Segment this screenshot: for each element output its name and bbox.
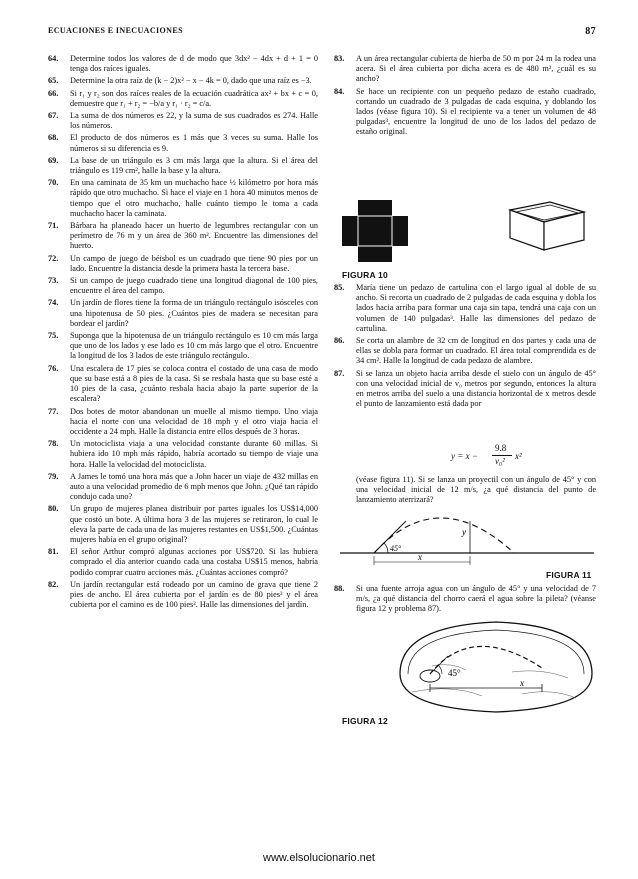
problem-item bbox=[48, 276, 318, 296]
problem-item bbox=[48, 89, 318, 109]
problem-text: Un jardín rectangular está rodeado por un camino de grava que tiene 2 pies de ancho. El área cubierta por el jardín es de 80 pies² y el área cubierta por el camino es de 100 pies². Halle las dimensiones del jardín. bbox=[70, 579, 318, 610]
problem-number: 80. bbox=[48, 504, 59, 514]
problem-number: 86. bbox=[334, 336, 345, 346]
problem-number: 82. bbox=[48, 579, 59, 589]
footer-url: www.elsolucionario.net bbox=[263, 852, 375, 864]
figure-11-y-label: y bbox=[462, 527, 466, 537]
page-number: 87 bbox=[585, 26, 596, 37]
problem-number: 70. bbox=[48, 178, 59, 188]
problem-item bbox=[48, 76, 318, 86]
problem-item bbox=[48, 547, 318, 578]
problem-number: 73. bbox=[48, 276, 59, 286]
problem-item bbox=[48, 331, 318, 362]
problem-item bbox=[48, 439, 318, 470]
problem-item bbox=[334, 87, 596, 138]
chapter-title: ECUACIONES E INECUACIONES bbox=[48, 26, 183, 35]
figure-11-x-label: x bbox=[418, 552, 422, 562]
problem-item bbox=[334, 475, 596, 506]
problem-item bbox=[48, 472, 318, 503]
formula-denominator: v₀² bbox=[495, 456, 505, 466]
problem-item bbox=[334, 584, 596, 615]
problem-text: A un área rectangular cubierta de hierba de 50 m por 24 m la rodea una acera. Si el área cubierta por dicha acera es de 480 m², ¿cuál es su ancho? bbox=[356, 54, 596, 84]
figure-12-x-label: x bbox=[520, 678, 524, 688]
problem-item bbox=[48, 156, 318, 176]
problem-text: A James le tomó una hora más que a John hacer un viaje de 432 millas en auto a una velocidad promedio de 6 mph menos que John. ¿Qué tan rápido condujo cada uno? bbox=[70, 471, 318, 502]
right-column-projectile-text bbox=[334, 475, 596, 508]
problem-text: Si un campo de juego cuadrado tiene una longitud diagonal de 100 pies, encuentre el área del campo. bbox=[70, 276, 318, 296]
problem-number: 78. bbox=[48, 439, 59, 449]
problem-number: 75. bbox=[48, 331, 59, 341]
problem-text: Se hace un recipiente con un pequeño pedazo de estaño cuadrado, cortando un cuadrado de 3 pulgadas de cada esquina, y doblando los lados (véase figura 10). Si el recipiente va a tener un volumen de 48 pulgadas³, encuentre la longitud de uno de los lados del pedazo de estaño original. bbox=[356, 86, 596, 137]
page-header bbox=[48, 26, 596, 40]
right-column-middle bbox=[334, 283, 596, 411]
formula-lhs: y = x − bbox=[451, 451, 478, 461]
problem-number: 72. bbox=[48, 253, 59, 263]
problem-item bbox=[48, 364, 318, 405]
problem-number: 64. bbox=[48, 54, 59, 63]
trajectory-formula bbox=[451, 444, 561, 470]
problem-text: Suponga que la hipotenusa de un triángulo rectángulo es 10 cm más larga que uno de los lados y ese lado es 10 cm más largo que el otro. Encuentre la longitud de los 3 lados de este triángulo rectángulo. bbox=[70, 331, 318, 361]
problem-number: 67. bbox=[48, 111, 59, 121]
problem-text: María tiene un pedazo de cartulina con el largo igual al doble de su ancho. Si recorta un cuadrado de 2 pulgadas de cada esquina y dobla los lados hacia arriba para formar una caja sin tapa, tendrá una caja con un volumen de 140 pulgadas³. Halle las dimensiones del pedazo de cartulina. bbox=[356, 283, 596, 333]
problem-number: 74. bbox=[48, 298, 59, 308]
problem-text: Un jardín de flores tiene la forma de un triángulo rectángulo isósceles con una hipotenusa de 50 pies. ¿Cuántos pies de madera se necesitan para bordear el jardín? bbox=[70, 298, 318, 328]
problem-number: 85. bbox=[334, 283, 345, 292]
problem-item bbox=[48, 178, 318, 219]
formula-tail: x² bbox=[515, 451, 522, 461]
problem-item bbox=[334, 283, 596, 334]
problem-item bbox=[48, 254, 318, 274]
problem-text: Si se lanza un objeto hacia arriba desde el suelo con un ángulo de 45° con una velocidad inicial de v₀ metros por segundo, entonces la altura en metros arriba del suelo a una distancia horizontal de x metros desde el punto de lanzamiento está dada por bbox=[356, 368, 596, 409]
problem-item bbox=[334, 54, 596, 85]
problem-text: En una caminata de 35 km un muchacho hace ½ kilómetro por hora más rápido que otro muchacho. Si hace el viaje en 1 hora 40 minutos menos de tiempo que el otro muchacho, halle cuánto tiempo le toma a cada muchacho hacer la caminata. bbox=[70, 178, 318, 218]
right-column-top bbox=[334, 54, 596, 140]
problem-text: El señor Arthur compró algunas acciones por US$720. Si las hubiera comprado el día anterior cuando cada una costaba US$15 menos, habría podido comprar cuatro acciones más. ¿Cuántas acciones compró? bbox=[70, 547, 318, 577]
problem-text: Dos botes de motor abandonan un muelle al mismo tiempo. Uno viaja hacia el norte con una velocidad de 18 mph y el otro viaja hacia el occidente a 24 mph. Halle la distancia entre ellos después de 3 horas. bbox=[70, 406, 318, 436]
problem-text: Un grupo de mujeres planea distribuir por partes iguales los US$14,000 que costó un bote. A última hora 3 de las mujeres se retiraron, lo cual le eleva la parte de cada una de las mujeres restantes en US$1,500. ¿Cuántas mujeres había en el grupo original? bbox=[70, 504, 318, 544]
problem-number: 87. bbox=[334, 368, 345, 378]
problem-number: 77. bbox=[48, 406, 59, 416]
problem-number: 66. bbox=[48, 88, 59, 98]
figure-12-caption: FIGURA 12 bbox=[342, 716, 388, 726]
figure-11-trajectory bbox=[338, 507, 596, 569]
problem-item bbox=[334, 336, 596, 367]
problem-item bbox=[48, 407, 318, 438]
problem-text: Un motociclista viaja a una velocidad constante durante 60 millas. Si hubiera ido 10 mph más rápido, habría acortado su tiempo de viaje una hora. Halle la velocidad del motociclista. bbox=[70, 439, 318, 469]
problem-text: Se corta un alambre de 32 cm de longitud en dos partes y cada una de ellas se dobla para formar un cuadrado. El área total comprendida es de 34 cm². Halle la longitud de cada pedazo de alambre. bbox=[356, 336, 596, 366]
problem-text: El producto de dos números es 1 más que 3 veces su suma. Halle los números si su diferencia es 9. bbox=[70, 133, 318, 153]
figure-11-angle-label: 45° bbox=[390, 544, 402, 553]
problem-number: 68. bbox=[48, 133, 59, 143]
problem-item bbox=[48, 54, 318, 74]
problem-number: 84. bbox=[334, 86, 345, 96]
problem-item bbox=[334, 369, 596, 410]
problem-number: 69. bbox=[48, 155, 59, 165]
problem-item bbox=[48, 133, 318, 153]
problem-text: Si r₁ y r₂ son dos raíces reales de la ecuación cuadrática ax² + bx + c = 0, demuestre que r₁ + r₂ = −b/a y r₁ · r₂ = c/a. bbox=[70, 88, 318, 108]
problem-text: La base de un triángulo es 3 cm más larga que la altura. Si el área del triángulo es 119 cm², halle la base y la altura. bbox=[70, 155, 318, 176]
problem-number: 83. bbox=[334, 54, 345, 63]
problem-item bbox=[48, 298, 318, 329]
problem-text: Determine todos los valores de d de modo que 3dx² − 4dx + d + 1 = 0 tenga dos raíces iguales. bbox=[70, 54, 318, 74]
problem-number: 65. bbox=[48, 76, 59, 86]
problem-item bbox=[48, 111, 318, 131]
figure-10-caption: FIGURA 10 bbox=[342, 270, 388, 280]
problem-text: Un campo de juego de béisbol es un cuadrado que tiene 90 pies por un lado. Encuentre la distancia desde la primera hasta la tercera base. bbox=[70, 253, 318, 273]
figure-12-angle-label: 45° bbox=[448, 668, 461, 678]
problem-number: 81. bbox=[48, 547, 59, 557]
figure-10-illustration bbox=[340, 196, 590, 266]
problem-text: Si una fuente arroja agua con un ángulo de 45° y una velocidad de 7 m/s, ¿a qué distancia del chorro caerá el agua sobre la pileta? (véanse figura 12 y problema 87). bbox=[356, 584, 596, 614]
problem-item bbox=[48, 221, 318, 252]
formula-numerator: 9.8 bbox=[495, 443, 507, 453]
figure-11-caption: FIGURA 11 bbox=[546, 570, 592, 580]
problem-number: 88. bbox=[334, 584, 345, 593]
figure-12-fountain bbox=[392, 612, 598, 720]
problem-text: Bárbara ha planeado hacer un huerto de legumbres rectangular con un perímetro de 76 m y un área de 360 m². Encuentre las dimensiones del huerto. bbox=[70, 221, 318, 251]
problem-text: Una escalera de 17 pies se coloca contra el costado de una casa de modo que su base está a 8 pies de la casa. Si se resbala hasta que su base esté a 10 pies de la casa, ¿cuánto resbala hacia abajo la parte superior de la escalera? bbox=[70, 363, 318, 404]
problem-item bbox=[48, 504, 318, 545]
problem-text: La suma de dos números es 22, y la suma de sus cuadrados es 274. Halle los números. bbox=[70, 111, 318, 131]
problem-text: (véase figura 11). Si se lanza un proyectil con un ángulo de 45° y con una velocidad inicial de 12 m/s, ¿a qué distancia del punto de lanzamiento aterrizará? bbox=[356, 475, 596, 505]
problem-number: 71. bbox=[48, 221, 59, 231]
problem-item bbox=[48, 580, 318, 611]
problem-text: Determine la otra raíz de (k − 2)x² − x − 4k = 0, dado que una raíz es −3. bbox=[70, 76, 312, 86]
left-column bbox=[48, 54, 318, 612]
problem-number: 79. bbox=[48, 471, 59, 481]
problem-number: 76. bbox=[48, 363, 59, 373]
